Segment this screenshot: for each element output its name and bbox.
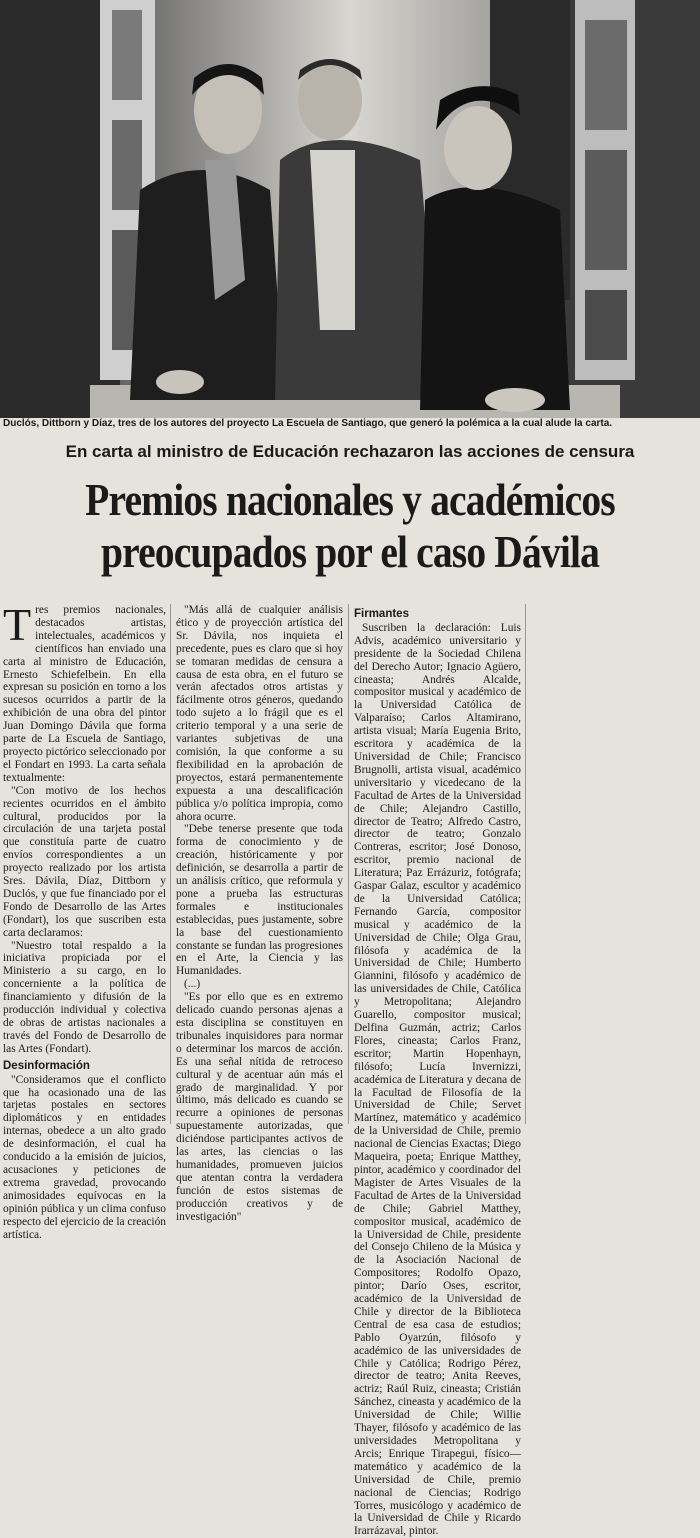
photo-caption: Duclós, Dittborn y Díaz, tres de los autores del proyecto La Escuela de Santiago, que generó la polémica a la cual alude la carta. [3,418,613,429]
three-men-photo-icon [0,0,700,418]
paragraph: "Más allá de cualquier análisis ético y de proyección artística del Sr. Dávila, nos inquieta el precedente, pues es claro que si hoy se tomaran medidas de censura a causa de esta obra, en el futuro se verán afectados otros artistas y fácilmente otros géneros, quedando todo sujeto a lo frágil que es el criterio temporal y a una serie de variantes subjetivas de una comisión, la que conforme a su flexibilidad en la aprobación de proyectos, estará permanentemente expuesta a una descalificación pública y/o política impropia, como ahora ocurre. [176,604,343,823]
headline-line-2: preocupados por el caso Dávila [100,526,600,577]
article-column-4 [530,604,697,1129]
article-column-1 [3,599,166,1241]
paragraph: "Consideramos que el conflicto que ha ocasionado una de las tarjetas postales en sectores diplomáticos y en entidades internas, obedece a un alto grado de desinformación, el cual ha conducido a la emisión de juicios, acusaciones y peticiones de extrema gravedad, provocando animosidades equívocas en la opinión pública y un clima confuso respecto del ejercicio de la creación artística. [3,1073,166,1241]
article-column-3 [354,604,521,1538]
paragraph: (...) [184,978,201,991]
kicker-headline: En carta al ministro de Educación rechazaron las acciones de censura [65,442,635,461]
headline-line-1: Premios nacionales y académicos [85,474,615,525]
main-headline [49,474,651,578]
article-photo [0,0,700,418]
paragraph: "Debe tenerse presente que toda forma de conocimiento y de creación, históricamente y por definición, se desarrolla a partir de un análisis crítico, que reformula y pone a prueba las estructuras formales e institucionales establecidas, pues justamente, sobre la base del cuestionamiento constante se fundan las progresiones en el Arte, la Ciencia y las Humanidades. [176,823,343,978]
article-body [0,599,700,1538]
paragraph: "Es por ello que es en extremo delicado cuando personas ajenas a esta disciplina se constituyen en tribunales inquisidores para normar o determinar los marcos de acción. Es una señal nítida de retroceso cultural y de acentuar aún más el grado de marginalidad. Y por último, más delicado es cuando se recurre a opiniones de personas supuestamente autorizadas, que diciéndose participantes activos de las artes, las ciencias o las humanidades, promueven juicios que atentan contra la verdadera función de estos sistemas de producción creativos y de investigación" [176,991,343,1223]
paragraph: res premios nacionales, destacados artistas, intelectuales, académicos y científicos han enviado una carta al ministro de Educación, Ernesto Schiefelbein. En ella expresan su posición en torno a los sucesos ocurridos a partir de la exhibición de una obra del pintor Juan Domingo Dávila que forma parte de La Escuela de Santiago, proyecto pictórico seleccionado por el Fondart en 1993. La carta señala textualmente: [3,604,166,784]
subheading: Desinformación [3,1059,90,1072]
paragraph: "Con motivo de los hechos recientes ocurridos en el ámbito cultural, producidos por la circulación de una tarjeta postal que constituía parte de cuatro envíos correspondientes a un proyecto realizado por los artista Sres. Dávila, Díaz, Dittborn y Duclós, y que fue financiado por el Fondo de Desarrollo de las Artes (Fondart), los que suscriben esta carta declaramos: [3,784,166,939]
article-column-2 [176,604,343,1223]
paragraph: "Nuestro total respaldo a la iniciativa propiciada por el Ministerio a su cargo, en lo concerniente a la política de financiamiento y difusión de la producción individual y colectiva de obras de artistas nacionales a través del Fondo de Desarrollo de las Artes (Fondart). [3,939,166,1055]
subheading: Firmantes [354,608,409,620]
drop-cap: T [3,599,32,650]
paragraph: Suscriben la declaración: Luis Advis, académico universitario y presidente de la Sociedad Chilena del Derecho Autor; Ignacio Agüero, cineasta; Andrés Alcalde, compositor musical y académico de la Universidad Católica de Valparaíso; Carlos Altamirano, artista visual; María Eugenia Brito, escritora y académica de la Universidad de Chile; Francisco Brugnolli, artista visual, académico universitario y vicedecano de la Facultad de Artes de la Universidad de Chile; Alejandro Castillo, director de Teatro; Alfredo Castro, director de teatro; Gonzalo Contreras, escritor; José Donoso, escritor, premio nacional de Literatura; Paz Errázuriz, fotógrafa; Gaspar Galaz, escultor y académico de la Universidad Católica; Fernando García, compositor musical y académico de la Universidad de Chile; Olga Grau, filósofa y académica de la Universidad de Chile; Humberto Giannini, filósofo y académico de las universidades de Chile, Católica y Metropolitana; Alejandro Guarello, compositor musical; Delfina Guzmán, actriz; Carlos Flores, cineasta; Carlos Franz, escritor; Martin Hopenhayn, filósofo; Lucía Invernizzi, académica de Literatura y decana de la Facultad de Filosofía de la Universidad de Chile; Servet Martínez, matemático y académico de la Universidad de Chile, premio nacional de Ciencias Exactas; Diego Maqueira, poeta; Enrique Matthey, pintor, académico y coordinador del Magister de Artes Visuales de la Facultad de Artes de la Universidad de Chile; Gabriel Matthey, compositor musical, académico de la Universidad de Chile, presidente del Consejo Chileno de la Música y de la Asociación Nacional de Compositores; Rodolfo Opazo, pintor; Darío Oses, escritor, académico de la Universidad de Chile y director de la Biblioteca Central de esa casa de estudios; Pablo Oyarzún, filósofo y académico de las universidades de Chile y Católica; Rodrigo Pérez, director de teatro; Anita Reeves, actriz; Raúl Ruiz, cineasta; Cristián Sánchez, cineasta y académico de la Universidad de Chile; Willie Thayer, filósofo y académico de las universidades Metropolitana y Arcis; Enrique Tirapegui, físico—matemático y académico de la Universidad de Chile, premio nacional de Ciencias; Rodrigo Torres, musicólogo y académico de la Universidad de Chile y Ricardo Irarrázaval, pintor. [354,621,521,1538]
